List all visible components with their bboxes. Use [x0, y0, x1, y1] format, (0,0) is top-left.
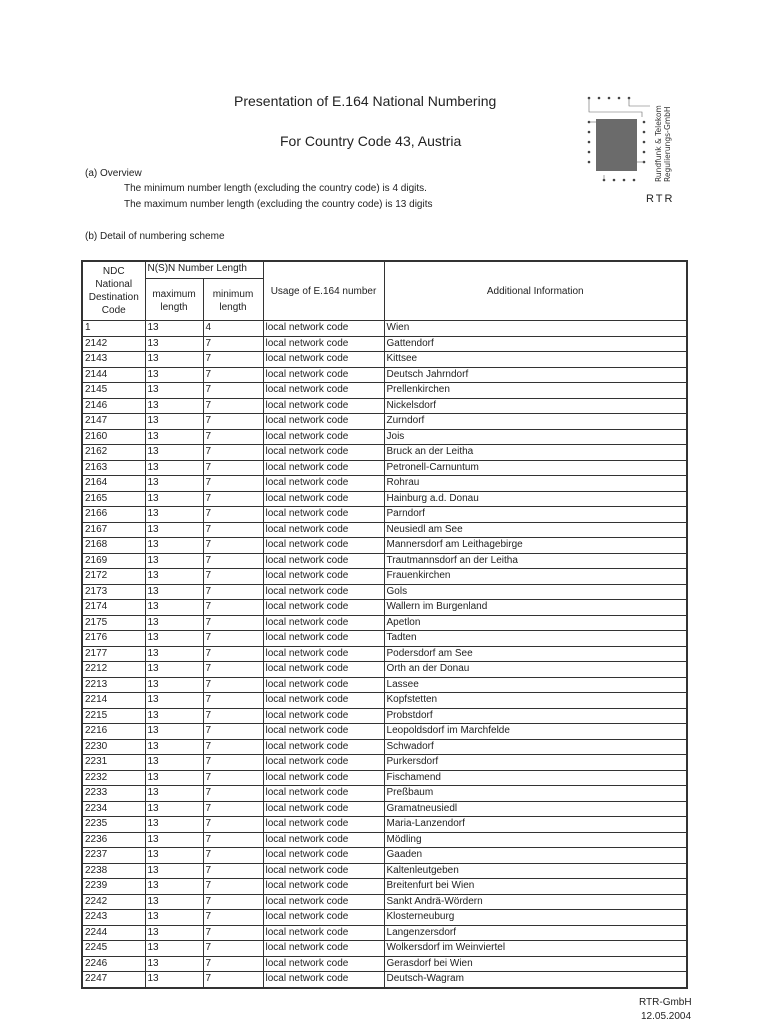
max-length-cell: 13 [145, 941, 203, 957]
min-length-cell: 7 [203, 631, 263, 647]
max-length-cell: 13 [145, 507, 203, 523]
table-row [82, 755, 687, 771]
usage-cell: local network code [263, 522, 384, 538]
usage-cell: local network code [263, 383, 384, 399]
table-body [82, 321, 687, 988]
min-length-cell: 7 [203, 693, 263, 709]
ndc-cell: 2230 [82, 739, 145, 755]
max-length-cell: 13 [145, 832, 203, 848]
max-length-cell: 13 [145, 383, 203, 399]
usage-cell: local network code [263, 770, 384, 786]
max-length-cell: 13 [145, 708, 203, 724]
ndc-cell: 2164 [82, 476, 145, 492]
table-row [82, 724, 687, 740]
max-length-cell: 13 [145, 724, 203, 740]
min-length-cell: 7 [203, 863, 263, 879]
max-length-cell: 13 [145, 352, 203, 368]
info-cell: Frauenkirchen [384, 569, 687, 585]
ndc-cell: 2175 [82, 615, 145, 631]
usage-cell: local network code [263, 367, 384, 383]
usage-cell: local network code [263, 646, 384, 662]
info-cell: Kaltenleutgeben [384, 863, 687, 879]
usage-cell: local network code [263, 631, 384, 647]
header-minimum-length: minimum length [203, 279, 263, 321]
table-row [82, 507, 687, 523]
info-cell: Orth an der Donau [384, 662, 687, 678]
info-cell: Sankt Andrä-Wördern [384, 894, 687, 910]
usage-cell: local network code [263, 460, 384, 476]
ndc-cell: 2177 [82, 646, 145, 662]
min-length-cell: 7 [203, 956, 263, 972]
min-length-cell: 7 [203, 646, 263, 662]
max-length-cell: 13 [145, 460, 203, 476]
usage-cell: local network code [263, 724, 384, 740]
min-length-cell: 7 [203, 429, 263, 445]
ndc-cell: 2234 [82, 801, 145, 817]
usage-cell: local network code [263, 801, 384, 817]
usage-cell: local network code [263, 677, 384, 693]
max-length-cell: 13 [145, 739, 203, 755]
usage-cell: local network code [263, 925, 384, 941]
max-length-cell: 13 [145, 367, 203, 383]
min-length-cell: 7 [203, 445, 263, 461]
table-row [82, 739, 687, 755]
ndc-cell: 2167 [82, 522, 145, 538]
max-length-cell: 13 [145, 817, 203, 833]
info-cell: Kopfstetten [384, 693, 687, 709]
min-length-cell: 7 [203, 383, 263, 399]
ndc-cell: 2238 [82, 863, 145, 879]
ndc-cell: 2233 [82, 786, 145, 802]
usage-cell: local network code [263, 445, 384, 461]
overview-min-length: The minimum number length (excluding the country code) is 4 digits. [124, 183, 427, 194]
ndc-cell: 2160 [82, 429, 145, 445]
usage-cell: local network code [263, 863, 384, 879]
info-cell: Parndorf [384, 507, 687, 523]
usage-cell: local network code [263, 941, 384, 957]
min-length-cell: 7 [203, 925, 263, 941]
info-cell: Maria-Lanzendorf [384, 817, 687, 833]
ndc-cell: 2232 [82, 770, 145, 786]
usage-cell: local network code [263, 848, 384, 864]
table-row [82, 584, 687, 600]
table-row [82, 646, 687, 662]
footer-date: 12.05.2004 [641, 1011, 692, 1022]
min-length-cell: 7 [203, 879, 263, 895]
usage-cell: local network code [263, 336, 384, 352]
ndc-cell: 2168 [82, 538, 145, 554]
table-row [82, 894, 687, 910]
ndc-cell: 2235 [82, 817, 145, 833]
max-length-cell: 13 [145, 801, 203, 817]
ndc-cell: 2142 [82, 336, 145, 352]
usage-cell: local network code [263, 429, 384, 445]
ndc-cell: 2143 [82, 352, 145, 368]
min-length-cell: 7 [203, 538, 263, 554]
max-length-cell: 13 [145, 615, 203, 631]
max-length-cell: 13 [145, 662, 203, 678]
usage-cell: local network code [263, 755, 384, 771]
min-length-cell: 7 [203, 414, 263, 430]
ndc-cell: 1 [82, 321, 145, 337]
table-row [82, 817, 687, 833]
info-cell: Gaaden [384, 848, 687, 864]
usage-cell: local network code [263, 352, 384, 368]
table-row [82, 321, 687, 337]
table-row [82, 708, 687, 724]
min-length-cell: 7 [203, 724, 263, 740]
usage-cell: local network code [263, 662, 384, 678]
min-length-cell: 7 [203, 770, 263, 786]
info-cell: Petronell-Carnuntum [384, 460, 687, 476]
usage-cell: local network code [263, 476, 384, 492]
table-row [82, 600, 687, 616]
usage-cell: local network code [263, 414, 384, 430]
ndc-cell: 2215 [82, 708, 145, 724]
table-row [82, 538, 687, 554]
info-cell: Purkersdorf [384, 755, 687, 771]
overview-heading: (a) Overview [85, 168, 142, 179]
usage-cell: local network code [263, 956, 384, 972]
max-length-cell: 13 [145, 631, 203, 647]
min-length-cell: 7 [203, 894, 263, 910]
min-length-cell: 7 [203, 662, 263, 678]
ndc-cell: 2146 [82, 398, 145, 414]
table-row [82, 863, 687, 879]
info-cell: Deutsch-Wagram [384, 972, 687, 988]
overview-max-length: The maximum number length (excluding the country code) is 13 digits [124, 199, 433, 210]
info-cell: Leopoldsdorf im Marchfelde [384, 724, 687, 740]
info-cell: Probstdorf [384, 708, 687, 724]
table-row [82, 476, 687, 492]
table-row [82, 956, 687, 972]
min-length-cell: 7 [203, 755, 263, 771]
max-length-cell: 13 [145, 398, 203, 414]
usage-cell: local network code [263, 693, 384, 709]
ndc-cell: 2231 [82, 755, 145, 771]
ndc-cell: 2237 [82, 848, 145, 864]
ndc-cell: 2174 [82, 600, 145, 616]
usage-cell: local network code [263, 584, 384, 600]
footer-company: RTR-GmbH [639, 997, 692, 1008]
table-row [82, 832, 687, 848]
table-row [82, 429, 687, 445]
max-length-cell: 13 [145, 584, 203, 600]
max-length-cell: 13 [145, 755, 203, 771]
header-nsn-length: N(S)N Number Length [145, 261, 263, 279]
usage-cell: local network code [263, 739, 384, 755]
table-row [82, 553, 687, 569]
min-length-cell: 7 [203, 972, 263, 988]
usage-cell: local network code [263, 615, 384, 631]
table-row [82, 972, 687, 988]
max-length-cell: 13 [145, 476, 203, 492]
ndc-cell: 2213 [82, 677, 145, 693]
usage-cell: local network code [263, 507, 384, 523]
info-cell: Gattendorf [384, 336, 687, 352]
min-length-cell: 7 [203, 507, 263, 523]
info-cell: Gerasdorf bei Wien [384, 956, 687, 972]
header-additional-info: Additional Information [384, 261, 687, 321]
info-cell: Preßbaum [384, 786, 687, 802]
min-length-cell: 7 [203, 352, 263, 368]
max-length-cell: 13 [145, 879, 203, 895]
info-cell: Bruck an der Leitha [384, 445, 687, 461]
info-cell: Jois [384, 429, 687, 445]
max-length-cell: 13 [145, 910, 203, 926]
table-row [82, 569, 687, 585]
max-length-cell: 13 [145, 894, 203, 910]
info-cell: Breitenfurt bei Wien [384, 879, 687, 895]
usage-cell: local network code [263, 600, 384, 616]
table-row [82, 801, 687, 817]
max-length-cell: 13 [145, 522, 203, 538]
usage-cell: local network code [263, 491, 384, 507]
logo-vertical-text-1: Rundfunk & Telekom [654, 105, 663, 182]
max-length-cell: 13 [145, 336, 203, 352]
min-length-cell: 7 [203, 848, 263, 864]
max-length-cell: 13 [145, 786, 203, 802]
ndc-cell: 2166 [82, 507, 145, 523]
usage-cell: local network code [263, 321, 384, 337]
min-length-cell: 7 [203, 522, 263, 538]
info-cell: Lassee [384, 677, 687, 693]
min-length-cell: 7 [203, 584, 263, 600]
info-cell: Nickelsdorf [384, 398, 687, 414]
max-length-cell: 13 [145, 491, 203, 507]
ndc-cell: 2172 [82, 569, 145, 585]
ndc-cell: 2243 [82, 910, 145, 926]
table-row [82, 693, 687, 709]
table-row [82, 631, 687, 647]
min-length-cell: 4 [203, 321, 263, 337]
min-length-cell: 7 [203, 910, 263, 926]
table-row [82, 910, 687, 926]
info-cell: Rohrau [384, 476, 687, 492]
info-cell: Deutsch Jahrndorf [384, 367, 687, 383]
max-length-cell: 13 [145, 693, 203, 709]
usage-cell: local network code [263, 398, 384, 414]
max-length-cell: 13 [145, 414, 203, 430]
usage-cell: local network code [263, 538, 384, 554]
ndc-cell: 2144 [82, 367, 145, 383]
min-length-cell: 7 [203, 600, 263, 616]
max-length-cell: 13 [145, 321, 203, 337]
ndc-cell: 2173 [82, 584, 145, 600]
max-length-cell: 13 [145, 848, 203, 864]
info-cell: Fischamend [384, 770, 687, 786]
header-maximum-length: maximum length [145, 279, 203, 321]
table-row [82, 367, 687, 383]
min-length-cell: 7 [203, 786, 263, 802]
info-cell: Mannersdorf am Leithagebirge [384, 538, 687, 554]
table-row [82, 770, 687, 786]
min-length-cell: 7 [203, 941, 263, 957]
min-length-cell: 7 [203, 476, 263, 492]
min-length-cell: 7 [203, 832, 263, 848]
usage-cell: local network code [263, 972, 384, 988]
info-cell: Wallern im Burgenland [384, 600, 687, 616]
max-length-cell: 13 [145, 925, 203, 941]
min-length-cell: 7 [203, 491, 263, 507]
max-length-cell: 13 [145, 600, 203, 616]
info-cell: Trautmannsdorf an der Leitha [384, 553, 687, 569]
table-row [82, 336, 687, 352]
table-row [82, 383, 687, 399]
info-cell: Hainburg a.d. Donau [384, 491, 687, 507]
max-length-cell: 13 [145, 677, 203, 693]
document-subtitle: For Country Code 43, Austria [280, 133, 462, 149]
info-cell: Mödling [384, 832, 687, 848]
table-row [82, 460, 687, 476]
header-usage: Usage of E.164 number [263, 261, 384, 321]
usage-cell: local network code [263, 832, 384, 848]
ndc-cell: 2162 [82, 445, 145, 461]
table-row [82, 615, 687, 631]
ndc-cell: 2216 [82, 724, 145, 740]
max-length-cell: 13 [145, 553, 203, 569]
min-length-cell: 7 [203, 801, 263, 817]
usage-cell: local network code [263, 708, 384, 724]
info-cell: Wien [384, 321, 687, 337]
ndc-cell: 2145 [82, 383, 145, 399]
max-length-cell: 13 [145, 863, 203, 879]
ndc-cell: 2214 [82, 693, 145, 709]
max-length-cell: 13 [145, 956, 203, 972]
usage-cell: local network code [263, 569, 384, 585]
usage-cell: local network code [263, 553, 384, 569]
ndc-cell: 2165 [82, 491, 145, 507]
table-row [82, 352, 687, 368]
info-cell: Tadten [384, 631, 687, 647]
ndc-cell: 2242 [82, 894, 145, 910]
min-length-cell: 7 [203, 569, 263, 585]
usage-cell: local network code [263, 879, 384, 895]
table-row [82, 786, 687, 802]
min-length-cell: 7 [203, 677, 263, 693]
max-length-cell: 13 [145, 770, 203, 786]
info-cell: Wolkersdorf im Weinviertel [384, 941, 687, 957]
info-cell: Gols [384, 584, 687, 600]
min-length-cell: 7 [203, 398, 263, 414]
info-cell: Schwadorf [384, 739, 687, 755]
detail-heading: (b) Detail of numbering scheme [85, 231, 225, 242]
min-length-cell: 7 [203, 460, 263, 476]
max-length-cell: 13 [145, 972, 203, 988]
max-length-cell: 13 [145, 429, 203, 445]
table-row [82, 677, 687, 693]
ndc-cell: 2169 [82, 553, 145, 569]
info-cell: Neusiedl am See [384, 522, 687, 538]
ndc-cell: 2245 [82, 941, 145, 957]
logo-square [596, 119, 637, 171]
ndc-cell: 2236 [82, 832, 145, 848]
min-length-cell: 7 [203, 817, 263, 833]
table-row [82, 941, 687, 957]
table-row [82, 925, 687, 941]
logo-abbr: RTR [646, 193, 675, 205]
info-cell: Gramatneusiedl [384, 801, 687, 817]
ndc-cell: 2244 [82, 925, 145, 941]
info-cell: Apetlon [384, 615, 687, 631]
table-row [82, 445, 687, 461]
ndc-cell: 2163 [82, 460, 145, 476]
numbering-table [81, 260, 688, 989]
min-length-cell: 7 [203, 708, 263, 724]
max-length-cell: 13 [145, 569, 203, 585]
table-row [82, 848, 687, 864]
max-length-cell: 13 [145, 538, 203, 554]
min-length-cell: 7 [203, 739, 263, 755]
table-row [82, 414, 687, 430]
ndc-cell: 2239 [82, 879, 145, 895]
usage-cell: local network code [263, 786, 384, 802]
table-row [82, 879, 687, 895]
logo-vertical-text-2: Regulierungs-GmbH [663, 106, 672, 182]
info-cell: Podersdorf am See [384, 646, 687, 662]
table-row [82, 522, 687, 538]
ndc-cell: 2212 [82, 662, 145, 678]
table-row [82, 662, 687, 678]
ndc-cell: 2247 [82, 972, 145, 988]
ndc-cell: 2246 [82, 956, 145, 972]
ndc-cell: 2147 [82, 414, 145, 430]
info-cell: Zurndorf [384, 414, 687, 430]
info-cell: Prellenkirchen [384, 383, 687, 399]
min-length-cell: 7 [203, 367, 263, 383]
max-length-cell: 13 [145, 445, 203, 461]
min-length-cell: 7 [203, 553, 263, 569]
info-cell: Kittsee [384, 352, 687, 368]
min-length-cell: 7 [203, 615, 263, 631]
max-length-cell: 13 [145, 646, 203, 662]
usage-cell: local network code [263, 894, 384, 910]
header-ndc: NDC National Destination Code [82, 261, 145, 321]
info-cell: Langenzersdorf [384, 925, 687, 941]
usage-cell: local network code [263, 910, 384, 926]
rtr-logo-graphic [584, 92, 684, 192]
usage-cell: local network code [263, 817, 384, 833]
ndc-cell: 2176 [82, 631, 145, 647]
info-cell: Klosterneuburg [384, 910, 687, 926]
table-row [82, 398, 687, 414]
min-length-cell: 7 [203, 336, 263, 352]
table-row [82, 491, 687, 507]
document-title: Presentation of E.164 National Numbering [234, 93, 497, 109]
